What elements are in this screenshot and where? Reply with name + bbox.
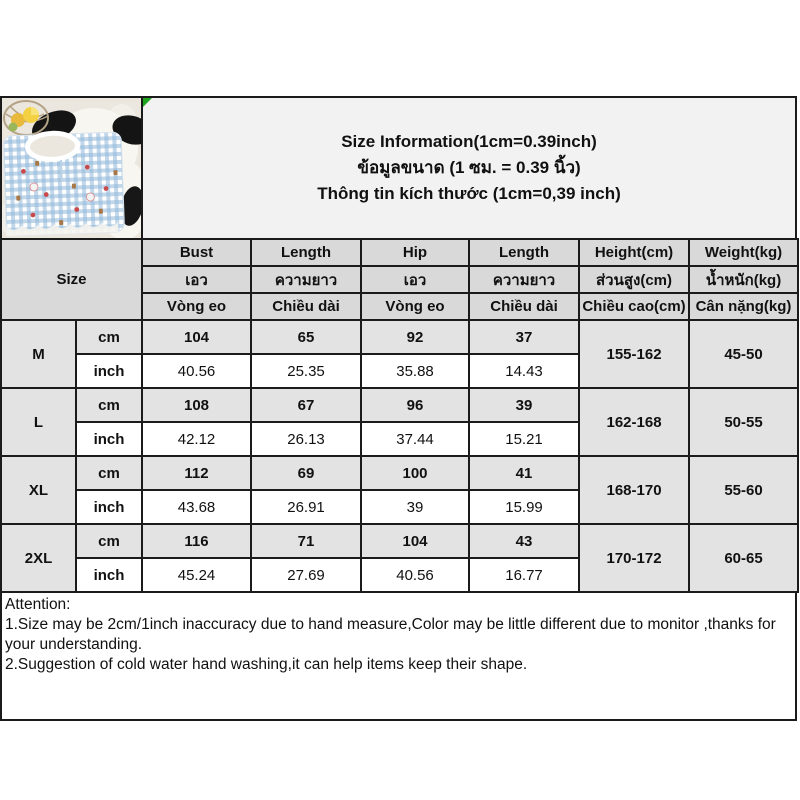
attention-heading: Attention: [5,596,71,613]
green-corner-marker-icon [143,98,152,107]
measurement-value: 39 [361,490,469,524]
size-table [0,238,799,593]
measurement-value: 43 [469,524,579,558]
length2-header-en: Length [469,239,579,266]
title-vietnamese: Thông tin kích thước (1cm=0,39 inch) [317,184,621,203]
attention-note-1: 1.Size may be 2cm/1inch inaccuracy due to hand measure,Color may be little different due to monitor ,thanks for your understanding. [5,616,776,653]
hip-header-th: เอว [361,266,469,293]
measurement-value: 40.56 [361,558,469,592]
measurement-value: 116 [142,524,251,558]
length2-header-th: ความยาว [469,266,579,293]
measurement-value: 16.77 [469,558,579,592]
unit-label: inch [76,422,142,456]
measurement-value: 41 [469,456,579,490]
measurement-value: 37.44 [361,422,469,456]
weight-range: 55-60 [689,456,798,524]
height-range: 170-172 [579,524,689,592]
measurement-value: 96 [361,388,469,422]
measurement-value: 15.21 [469,422,579,456]
measurement-value: 37 [469,320,579,354]
unit-label: cm [76,388,142,422]
weight-range: 60-65 [689,524,798,592]
attention-notes [0,591,797,721]
measurement-value: 26.91 [251,490,361,524]
measurement-value: 104 [142,320,251,354]
weight-range: 45-50 [689,320,798,388]
height-range: 162-168 [579,388,689,456]
length-header-vi: Chiều dài [251,293,361,320]
measurement-value: 15.99 [469,490,579,524]
measurement-value: 27.69 [251,558,361,592]
height-header-th: ส่วนสูง(cm) [579,266,689,293]
bust-header-en: Bust [142,239,251,266]
unit-label: inch [76,558,142,592]
weight-header-vi: Cân nặng(kg) [689,293,798,320]
height-header-vi: Chiều cao(cm) [579,293,689,320]
unit-label: inch [76,490,142,524]
unit-label: cm [76,456,142,490]
measurement-value: 71 [251,524,361,558]
measurement-value: 100 [361,456,469,490]
length-header-en: Length [251,239,361,266]
measurement-value: 104 [361,524,469,558]
size-label: XL [1,456,76,524]
measurement-value: 26.13 [251,422,361,456]
title-thai: ข้อมูลขนาด (1 ซม. = 0.39 นิ้ว) [357,158,581,177]
hip-header-vi: Vòng eo [361,293,469,320]
size-chart-content [0,96,797,721]
measurement-value: 40.56 [142,354,251,388]
measurement-value: 67 [251,388,361,422]
measurement-value: 35.88 [361,354,469,388]
unit-label: cm [76,524,142,558]
unit-label: cm [76,320,142,354]
title-english: Size Information(1cm=0.39inch) [341,132,597,151]
measurement-value: 108 [142,388,251,422]
size-label: L [1,388,76,456]
attention-note-2: 2.Suggestion of cold water hand washing,it can help items keep their shape. [5,656,528,673]
weight-header-th: น้ำหนัก(kg) [689,266,798,293]
measurement-value: 25.35 [251,354,361,388]
unit-label: inch [76,354,142,388]
top-band [0,96,797,240]
bust-header-th: เอว [142,266,251,293]
size-header: Size [1,239,142,320]
product-photo [2,98,143,238]
length-header-th: ความยาว [251,266,361,293]
measurement-value: 45.24 [142,558,251,592]
measurement-value: 39 [469,388,579,422]
height-header-en: Height(cm) [579,239,689,266]
bust-header-vi: Vòng eo [142,293,251,320]
size-label: 2XL [1,524,76,592]
size-information-title-cell [143,98,795,238]
weight-header-en: Weight(kg) [689,239,798,266]
measurement-value: 43.68 [142,490,251,524]
product-photo-illustration [2,98,141,238]
measurement-value: 69 [251,456,361,490]
size-label: M [1,320,76,388]
height-range: 168-170 [579,456,689,524]
measurement-value: 65 [251,320,361,354]
weight-range: 50-55 [689,388,798,456]
height-range: 155-162 [579,320,689,388]
hip-header-en: Hip [361,239,469,266]
measurement-value: 92 [361,320,469,354]
length2-header-vi: Chiều dài [469,293,579,320]
measurement-value: 42.12 [142,422,251,456]
measurement-value: 112 [142,456,251,490]
measurement-value: 14.43 [469,354,579,388]
